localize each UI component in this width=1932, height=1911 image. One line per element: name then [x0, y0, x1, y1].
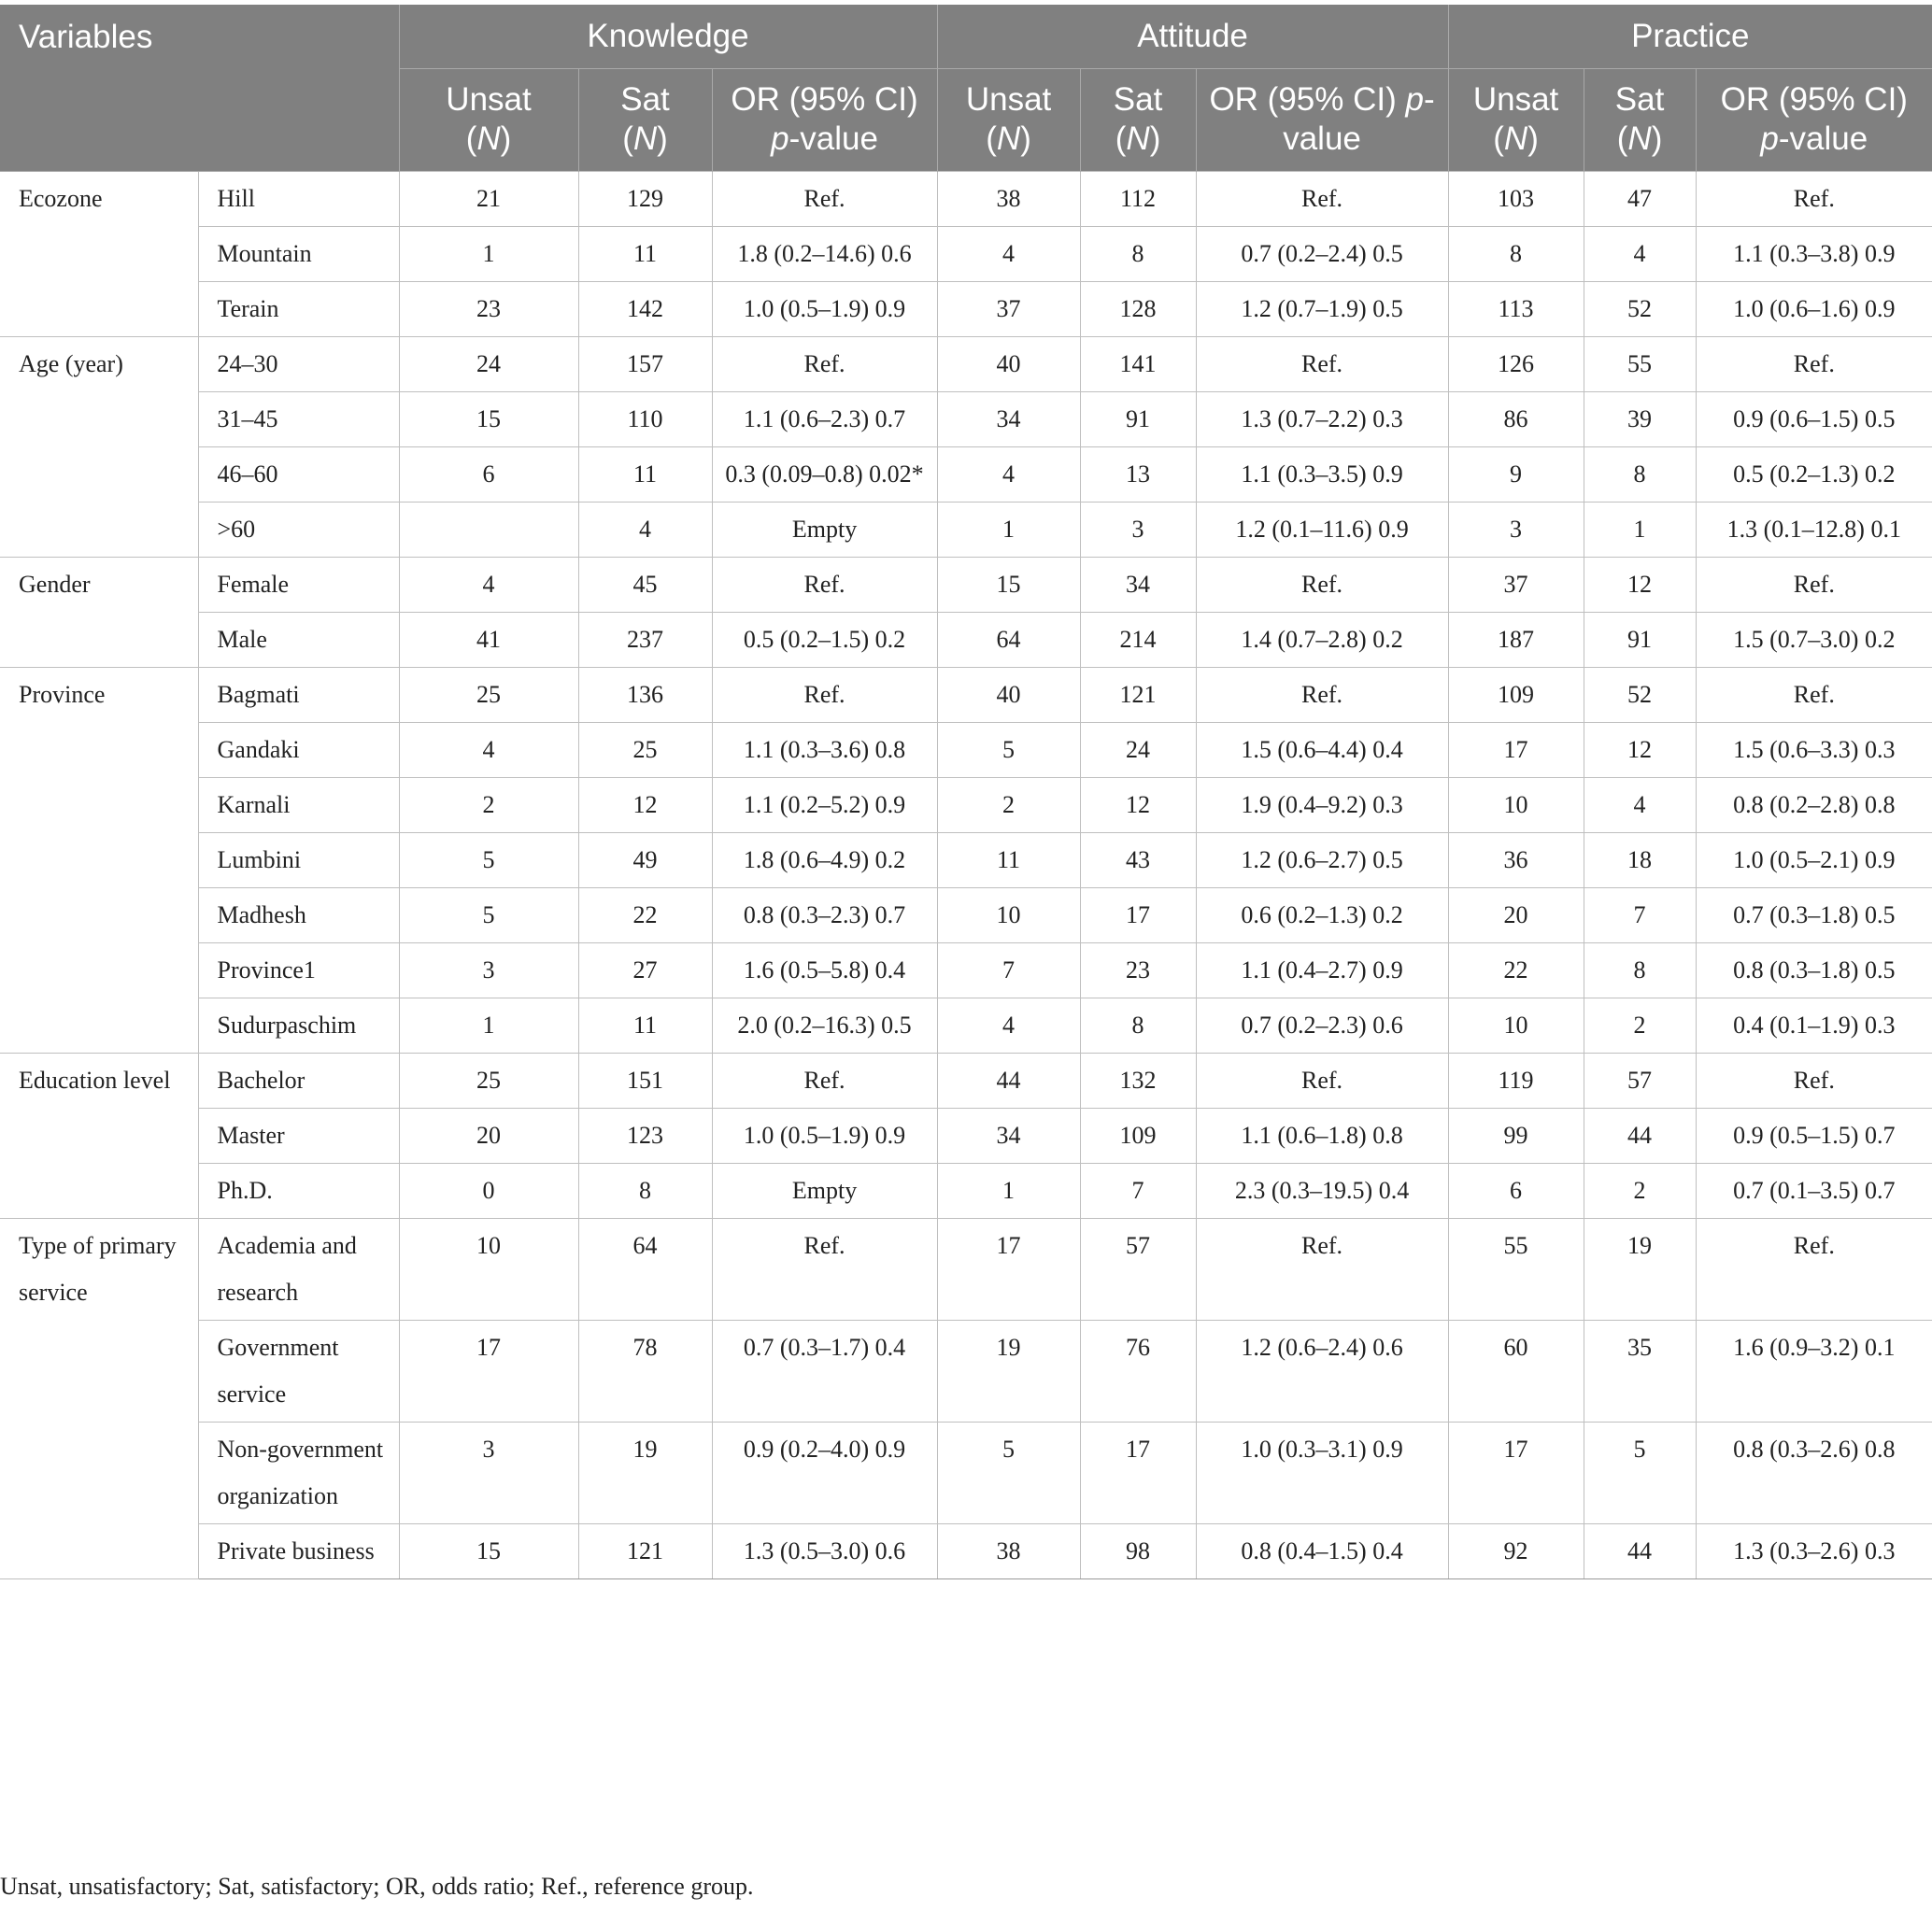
value-cell: 27 — [578, 942, 712, 998]
value-cell: 141 — [1080, 336, 1196, 391]
data-table — [0, 5, 1932, 1579]
table-row — [0, 1108, 1932, 1163]
subheader-cell: Sat (N) — [1584, 68, 1696, 171]
value-cell: 5 — [937, 722, 1080, 777]
value-cell: 8 — [1448, 226, 1584, 281]
category-cell: Government service — [198, 1320, 399, 1422]
value-cell: 1 — [937, 1163, 1080, 1218]
value-cell: 40 — [937, 336, 1080, 391]
value-cell: 52 — [1584, 281, 1696, 336]
table-row — [0, 832, 1932, 887]
value-cell: 86 — [1448, 391, 1584, 446]
value-cell: 15 — [399, 391, 578, 446]
value-cell: 40 — [937, 667, 1080, 722]
value-cell: 0.8 (0.4–1.5) 0.4 — [1196, 1523, 1448, 1578]
value-cell: 38 — [937, 1523, 1080, 1578]
value-cell: 4 — [399, 557, 578, 612]
value-cell: 1.2 (0.7–1.9) 0.5 — [1196, 281, 1448, 336]
value-cell: 1 — [399, 998, 578, 1053]
value-cell: 4 — [937, 226, 1080, 281]
value-cell: Ref. — [1196, 171, 1448, 226]
value-cell: 92 — [1448, 1523, 1584, 1578]
category-cell: Ph.D. — [198, 1163, 399, 1218]
value-cell: 0.8 (0.3–1.8) 0.5 — [1696, 942, 1932, 998]
value-cell: 12 — [1080, 777, 1196, 832]
table-row — [0, 1163, 1932, 1218]
value-cell: 2 — [1584, 998, 1696, 1053]
value-cell: 151 — [578, 1053, 712, 1108]
group-label: Education level — [0, 1053, 198, 1218]
value-cell: 187 — [1448, 612, 1584, 667]
subheader-cell: Sat (N) — [1080, 68, 1196, 171]
value-cell: 35 — [1584, 1320, 1696, 1422]
value-cell: 1.3 (0.5–3.0) 0.6 — [712, 1523, 937, 1578]
value-cell: 39 — [1584, 391, 1696, 446]
value-cell: 19 — [937, 1320, 1080, 1422]
value-cell: 1.0 (0.6–1.6) 0.9 — [1696, 281, 1932, 336]
value-cell: 8 — [1080, 226, 1196, 281]
value-cell: 0.8 (0.3–2.6) 0.8 — [1696, 1422, 1932, 1523]
value-cell: 91 — [1080, 391, 1196, 446]
table-row — [0, 667, 1932, 722]
value-cell: 5 — [399, 887, 578, 942]
value-cell: Ref. — [1696, 1053, 1932, 1108]
category-cell: Private business — [198, 1523, 399, 1578]
value-cell: 3 — [399, 942, 578, 998]
value-cell: 25 — [399, 667, 578, 722]
table-row — [0, 777, 1932, 832]
value-cell: 112 — [1080, 171, 1196, 226]
table-row — [0, 887, 1932, 942]
value-cell: 3 — [1080, 502, 1196, 557]
value-cell: 121 — [1080, 667, 1196, 722]
value-cell: 1.3 (0.1–12.8) 0.1 — [1696, 502, 1932, 557]
value-cell: 4 — [1584, 226, 1696, 281]
value-cell: 1 — [399, 226, 578, 281]
value-cell: 7 — [1080, 1163, 1196, 1218]
value-cell: Ref. — [712, 171, 937, 226]
value-cell: 103 — [1448, 171, 1584, 226]
value-cell: 109 — [1448, 667, 1584, 722]
group-label: Type of primary service — [0, 1218, 198, 1578]
value-cell: 20 — [399, 1108, 578, 1163]
value-cell: 0.8 (0.3–2.3) 0.7 — [712, 887, 937, 942]
value-cell: 1.1 (0.6–2.3) 0.7 — [712, 391, 937, 446]
value-cell: 10 — [1448, 998, 1584, 1053]
value-cell: 23 — [1080, 942, 1196, 998]
value-cell: 109 — [1080, 1108, 1196, 1163]
value-cell: 43 — [1080, 832, 1196, 887]
value-cell: 98 — [1080, 1523, 1196, 1578]
value-cell: 3 — [399, 1422, 578, 1523]
subheader-cell: Unsat (N) — [399, 68, 578, 171]
value-cell: 4 — [399, 722, 578, 777]
value-cell: 1.0 (0.3–3.1) 0.9 — [1196, 1422, 1448, 1523]
value-cell: 12 — [1584, 557, 1696, 612]
category-cell: 24–30 — [198, 336, 399, 391]
value-cell: 113 — [1448, 281, 1584, 336]
category-cell: Bagmati — [198, 667, 399, 722]
value-cell: 0.6 (0.2–1.3) 0.2 — [1196, 887, 1448, 942]
value-cell: 60 — [1448, 1320, 1584, 1422]
value-cell: 0.7 (0.1–3.5) 0.7 — [1696, 1163, 1932, 1218]
value-cell: 0.5 (0.2–1.5) 0.2 — [712, 612, 937, 667]
value-cell: 3 — [1448, 502, 1584, 557]
value-cell: 2.0 (0.2–16.3) 0.5 — [712, 998, 937, 1053]
table-row — [0, 281, 1932, 336]
value-cell: 41 — [399, 612, 578, 667]
value-cell: 47 — [1584, 171, 1696, 226]
table-row — [0, 1422, 1932, 1523]
value-cell: 17 — [1448, 1422, 1584, 1523]
value-cell: 129 — [578, 171, 712, 226]
category-cell: Sudurpaschim — [198, 998, 399, 1053]
value-cell: 119 — [1448, 1053, 1584, 1108]
table-row — [0, 942, 1932, 998]
value-cell: 1.4 (0.7–2.8) 0.2 — [1196, 612, 1448, 667]
value-cell: 121 — [578, 1523, 712, 1578]
value-cell: 15 — [937, 557, 1080, 612]
value-cell: 10 — [937, 887, 1080, 942]
group-label: Ecozone — [0, 171, 198, 336]
value-cell: 17 — [937, 1218, 1080, 1320]
value-cell: 8 — [1080, 998, 1196, 1053]
value-cell: 0.8 (0.2–2.8) 0.8 — [1696, 777, 1932, 832]
value-cell: 36 — [1448, 832, 1584, 887]
value-cell: 126 — [1448, 336, 1584, 391]
value-cell: Ref. — [712, 1218, 937, 1320]
value-cell: 5 — [1584, 1422, 1696, 1523]
value-cell: 19 — [1584, 1218, 1696, 1320]
value-cell: 5 — [399, 832, 578, 887]
value-cell: 6 — [399, 446, 578, 502]
value-cell: Ref. — [1696, 557, 1932, 612]
value-cell: 55 — [1448, 1218, 1584, 1320]
value-cell: 44 — [1584, 1108, 1696, 1163]
subheader-cell: OR (95% CI) p-value — [712, 68, 937, 171]
value-cell: 1.2 (0.6–2.7) 0.5 — [1196, 832, 1448, 887]
value-cell: 17 — [399, 1320, 578, 1422]
value-cell: 2 — [1584, 1163, 1696, 1218]
category-cell: Madhesh — [198, 887, 399, 942]
subheader-cell: Sat (N) — [578, 68, 712, 171]
table-row — [0, 336, 1932, 391]
value-cell: 157 — [578, 336, 712, 391]
value-cell: Empty — [712, 502, 937, 557]
value-cell: 1.1 (0.6–1.8) 0.8 — [1196, 1108, 1448, 1163]
value-cell: 11 — [578, 998, 712, 1053]
value-cell — [399, 502, 578, 557]
category-cell: Lumbini — [198, 832, 399, 887]
value-cell: 24 — [1080, 722, 1196, 777]
value-cell: 45 — [578, 557, 712, 612]
group-label: Province — [0, 667, 198, 1053]
value-cell: 15 — [399, 1523, 578, 1578]
value-cell: 91 — [1584, 612, 1696, 667]
value-cell: 1.6 (0.5–5.8) 0.4 — [712, 942, 937, 998]
value-cell: 7 — [1584, 887, 1696, 942]
value-cell: 1.2 (0.1–11.6) 0.9 — [1196, 502, 1448, 557]
value-cell: 12 — [1584, 722, 1696, 777]
value-cell: 0.4 (0.1–1.9) 0.3 — [1696, 998, 1932, 1053]
value-cell: 0.9 (0.6–1.5) 0.5 — [1696, 391, 1932, 446]
table-row — [0, 722, 1932, 777]
value-cell: 11 — [578, 446, 712, 502]
table-row — [0, 502, 1932, 557]
value-cell: 0 — [399, 1163, 578, 1218]
value-cell: 5 — [937, 1422, 1080, 1523]
value-cell: Empty — [712, 1163, 937, 1218]
value-cell: 10 — [399, 1218, 578, 1320]
value-cell: 0.9 (0.5–1.5) 0.7 — [1696, 1108, 1932, 1163]
category-cell: Non-government organization — [198, 1422, 399, 1523]
table-row — [0, 1218, 1932, 1320]
value-cell: 17 — [1080, 1422, 1196, 1523]
group-label: Gender — [0, 557, 198, 667]
value-cell: 1.5 (0.7–3.0) 0.2 — [1696, 612, 1932, 667]
value-cell: 52 — [1584, 667, 1696, 722]
subheader-cell: OR (95% CI) p-value — [1696, 68, 1932, 171]
table-row — [0, 446, 1932, 502]
value-cell: 0.7 (0.3–1.7) 0.4 — [712, 1320, 937, 1422]
value-cell: 1 — [1584, 502, 1696, 557]
value-cell: 1.5 (0.6–4.4) 0.4 — [1196, 722, 1448, 777]
value-cell: 1.0 (0.5–1.9) 0.9 — [712, 1108, 937, 1163]
table-row — [0, 1320, 1932, 1422]
category-cell: Province1 — [198, 942, 399, 998]
value-cell: 1 — [937, 502, 1080, 557]
value-cell: 1.2 (0.6–2.4) 0.6 — [1196, 1320, 1448, 1422]
value-cell: 12 — [578, 777, 712, 832]
table-row — [0, 612, 1932, 667]
attitude-header: Attitude — [937, 5, 1448, 68]
value-cell: Ref. — [1696, 336, 1932, 391]
value-cell: 1.1 (0.3–3.8) 0.9 — [1696, 226, 1932, 281]
value-cell: 214 — [1080, 612, 1196, 667]
value-cell: 19 — [578, 1422, 712, 1523]
value-cell: 1.9 (0.4–9.2) 0.3 — [1196, 777, 1448, 832]
subheader-cell: Unsat (N) — [937, 68, 1080, 171]
value-cell: 1.1 (0.2–5.2) 0.9 — [712, 777, 937, 832]
value-cell: Ref. — [712, 667, 937, 722]
value-cell: 0.7 (0.3–1.8) 0.5 — [1696, 887, 1932, 942]
value-cell: 1.0 (0.5–1.9) 0.9 — [712, 281, 937, 336]
value-cell: 17 — [1448, 722, 1584, 777]
category-cell: Master — [198, 1108, 399, 1163]
value-cell: Ref. — [1196, 667, 1448, 722]
value-cell: 1.8 (0.2–14.6) 0.6 — [712, 226, 937, 281]
value-cell: 1.0 (0.5–2.1) 0.9 — [1696, 832, 1932, 887]
value-cell: 38 — [937, 171, 1080, 226]
knowledge-header: Knowledge — [399, 5, 937, 68]
value-cell: 0.7 (0.2–2.4) 0.5 — [1196, 226, 1448, 281]
value-cell: 8 — [578, 1163, 712, 1218]
value-cell: 110 — [578, 391, 712, 446]
value-cell: Ref. — [1696, 667, 1932, 722]
value-cell: 0.7 (0.2–2.3) 0.6 — [1196, 998, 1448, 1053]
value-cell: 34 — [937, 1108, 1080, 1163]
value-cell: 8 — [1584, 942, 1696, 998]
value-cell: 1.8 (0.6–4.9) 0.2 — [712, 832, 937, 887]
value-cell: 44 — [1584, 1523, 1696, 1578]
table-row — [0, 1523, 1932, 1578]
subheader-cell: OR (95% CI) p-value — [1196, 68, 1448, 171]
value-cell: 22 — [1448, 942, 1584, 998]
value-cell: 24 — [399, 336, 578, 391]
value-cell: 17 — [1080, 887, 1196, 942]
value-cell: 8 — [1584, 446, 1696, 502]
value-cell: 20 — [1448, 887, 1584, 942]
table-row — [0, 171, 1932, 226]
value-cell: 1.6 (0.9–3.2) 0.1 — [1696, 1320, 1932, 1422]
value-cell: 1.3 (0.3–2.6) 0.3 — [1696, 1523, 1932, 1578]
category-cell: Gandaki — [198, 722, 399, 777]
value-cell: 123 — [578, 1108, 712, 1163]
value-cell: 128 — [1080, 281, 1196, 336]
value-cell: 1.3 (0.7–2.2) 0.3 — [1196, 391, 1448, 446]
value-cell: Ref. — [1196, 1053, 1448, 1108]
category-cell: Bachelor — [198, 1053, 399, 1108]
table-row — [0, 998, 1932, 1053]
value-cell: 142 — [578, 281, 712, 336]
table-row — [0, 1053, 1932, 1108]
category-cell: 46–60 — [198, 446, 399, 502]
category-cell: Academia and research — [198, 1218, 399, 1320]
category-cell: Male — [198, 612, 399, 667]
value-cell: 7 — [937, 942, 1080, 998]
category-cell: Terain — [198, 281, 399, 336]
category-cell: Mountain — [198, 226, 399, 281]
category-cell: >60 — [198, 502, 399, 557]
value-cell: 34 — [937, 391, 1080, 446]
value-cell: 99 — [1448, 1108, 1584, 1163]
value-cell: 25 — [399, 1053, 578, 1108]
value-cell: 0.5 (0.2–1.3) 0.2 — [1696, 446, 1932, 502]
value-cell: 1.1 (0.3–3.6) 0.8 — [712, 722, 937, 777]
value-cell: 4 — [937, 998, 1080, 1053]
value-cell: 22 — [578, 887, 712, 942]
value-cell: 34 — [1080, 557, 1196, 612]
value-cell: 44 — [937, 1053, 1080, 1108]
table-footnote: Unsat, unsatisfactory; Sat, satisfactory; OR, odds ratio; Ref., reference group. — [0, 1873, 754, 1900]
value-cell: Ref. — [712, 1053, 937, 1108]
value-cell: 237 — [578, 612, 712, 667]
value-cell: 21 — [399, 171, 578, 226]
value-cell: 136 — [578, 667, 712, 722]
category-cell: Hill — [198, 171, 399, 226]
practice-header: Practice — [1448, 5, 1932, 68]
value-cell: 37 — [937, 281, 1080, 336]
value-cell: 0.3 (0.09–0.8) 0.02* — [712, 446, 937, 502]
value-cell: 2 — [399, 777, 578, 832]
value-cell: 64 — [937, 612, 1080, 667]
category-cell: Female — [198, 557, 399, 612]
category-cell: 31–45 — [198, 391, 399, 446]
value-cell: 2.3 (0.3–19.5) 0.4 — [1196, 1163, 1448, 1218]
value-cell: 6 — [1448, 1163, 1584, 1218]
value-cell: 4 — [578, 502, 712, 557]
value-cell: 18 — [1584, 832, 1696, 887]
value-cell: 4 — [937, 446, 1080, 502]
value-cell: Ref. — [1196, 557, 1448, 612]
value-cell: Ref. — [1696, 171, 1932, 226]
value-cell: 64 — [578, 1218, 712, 1320]
table-header — [0, 5, 1932, 171]
value-cell: 11 — [937, 832, 1080, 887]
table-row — [0, 226, 1932, 281]
value-cell: 49 — [578, 832, 712, 887]
table-body — [0, 171, 1932, 1578]
value-cell: Ref. — [1196, 1218, 1448, 1320]
value-cell: Ref. — [712, 336, 937, 391]
value-cell: 10 — [1448, 777, 1584, 832]
value-cell: 1.1 (0.4–2.7) 0.9 — [1196, 942, 1448, 998]
table-row — [0, 557, 1932, 612]
category-cell: Karnali — [198, 777, 399, 832]
value-cell: 132 — [1080, 1053, 1196, 1108]
value-cell: 57 — [1584, 1053, 1696, 1108]
value-cell: 2 — [937, 777, 1080, 832]
value-cell: 76 — [1080, 1320, 1196, 1422]
subheader-cell: Unsat (N) — [1448, 68, 1584, 171]
value-cell: Ref. — [1696, 1218, 1932, 1320]
value-cell: 9 — [1448, 446, 1584, 502]
value-cell: 23 — [399, 281, 578, 336]
value-cell: Ref. — [712, 557, 937, 612]
value-cell: 4 — [1584, 777, 1696, 832]
value-cell: 0.9 (0.2–4.0) 0.9 — [712, 1422, 937, 1523]
value-cell: 25 — [578, 722, 712, 777]
value-cell: 1.5 (0.6–3.3) 0.3 — [1696, 722, 1932, 777]
value-cell: 11 — [578, 226, 712, 281]
value-cell: 78 — [578, 1320, 712, 1422]
value-cell: 37 — [1448, 557, 1584, 612]
value-cell: 13 — [1080, 446, 1196, 502]
value-cell: 1.1 (0.3–3.5) 0.9 — [1196, 446, 1448, 502]
variables-header: Variables — [0, 5, 399, 171]
value-cell: 57 — [1080, 1218, 1196, 1320]
table-row — [0, 391, 1932, 446]
value-cell: Ref. — [1196, 336, 1448, 391]
group-label: Age (year) — [0, 336, 198, 557]
value-cell: 55 — [1584, 336, 1696, 391]
